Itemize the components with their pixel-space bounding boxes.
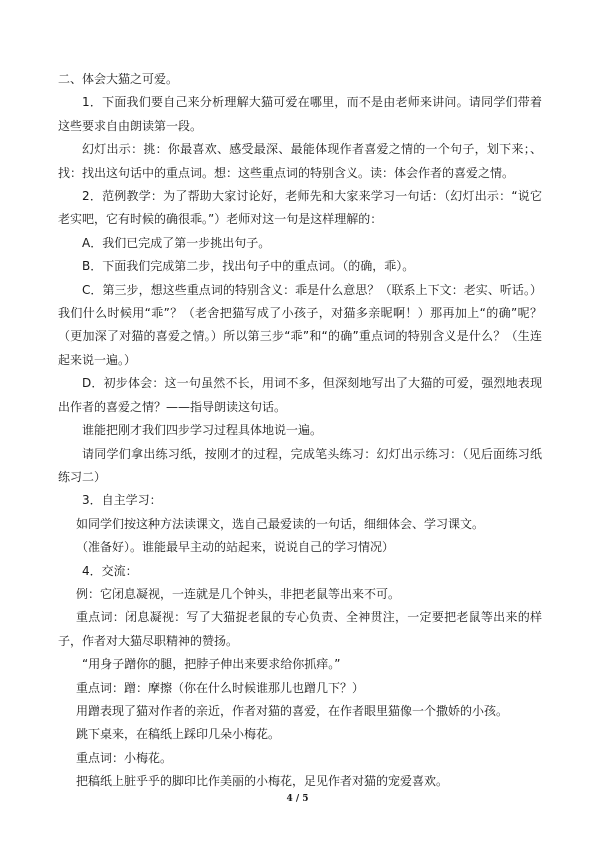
- quote-paragraph: “用身子蹭你的腿，把脖子伸出来要求给你抓痒。”: [82, 657, 341, 672]
- paragraph: （准备好）。谁能最早主动的站起来，说说自己的学习情况）: [76, 540, 395, 555]
- document-body: [58, 68, 542, 794]
- paragraph: D．初步体会：这一句虽然不长，用词不多，但深刻地写出了大猫的可爱，强烈地表现出作者的喜爱之情？——指导朗读这句话。: [58, 376, 542, 414]
- paragraph: 如同学们按这种方法读课文，选自己最爱读的一句话，细细体会、学习课文。: [76, 516, 485, 531]
- paragraph: 重点词：闭息凝视：写了大猫捉老鼠的专心负责、全神贯注，一定要把老鼠等出来的样子，作者对大猫尽职精神的赞扬。: [58, 610, 542, 648]
- paragraph: 1．下面我们要自己来分析理解大猫可爱在哪里，而不是由老师来讲问。请同学们带着这些要求自由朗读第一段。: [58, 95, 542, 133]
- paragraph: 重点词：蹭：摩擦（你在什么时候谁那儿也蹭几下？）: [76, 680, 365, 695]
- paragraph: 重点词：小梅花。: [76, 750, 173, 765]
- paragraph: 谁能把刚才我们四步学习过程具体地说一遍。: [82, 423, 323, 438]
- paragraph: A．我们已完成了第一步挑出句子。: [82, 235, 271, 250]
- page-number: 4 / 5: [286, 794, 309, 804]
- paragraph: 把稿纸上脏乎乎的脚印比作美丽的小梅花，足见作者对猫的宠爱喜欢。: [76, 774, 449, 789]
- section-heading: 二、体会大猫之可爱。: [58, 72, 179, 86]
- paragraph: 跳下桌来，在稿纸上踩印几朵小梅花。: [76, 727, 281, 742]
- paragraph: 用蹭表现了猫对作者的亲近，作者对猫的喜爱，在作者眼里猫像一个撒娇的小孩。: [76, 703, 509, 718]
- paragraph: 幻灯出示：挑：你最喜欢、感受最深、最能体现作者喜爱之情的一个句子，划下来；、找：找出这句话中的重点词。想：这些重点词的特别含义。读：体会作者的喜爱之情。: [58, 142, 542, 180]
- paragraph: 4．交流：: [82, 563, 138, 578]
- paragraph: 请同学们拿出练习纸，按刚才的过程，完成笔头练习：幻灯出示练习：（见后面练习纸练习二）: [58, 446, 542, 484]
- paragraph: 3．自主学习：: [82, 493, 162, 508]
- paragraph: 例：它闭息凝视，一连就是几个钟头，非把老鼠等出来不可。: [76, 586, 401, 601]
- paragraph: 2．范例教学：为了帮助大家讨论好，老师先和大家来学习一句话：（幻灯出示：“说它老实吧，它有时候的确很乖。”）老师对这一句是这样理解的：: [58, 189, 542, 227]
- paragraph: B．下面我们完成第二步，找出句子中的重点词。（的确，乖）。: [82, 259, 415, 274]
- paragraph: C．第三步，想这些重点词的特别含义：乖是什么意思？（联系上下文：老实、听话。）我们什么时候用“乖”？（老舍把猫写成了小孩子，对猫多亲昵啊！）那再加上“的确”呢？（更加深了对猫的喜爱之情。）所以第三步“乖”和“的确”重点词的特别含义是什么？（生连起来说一遍。）: [58, 282, 542, 367]
